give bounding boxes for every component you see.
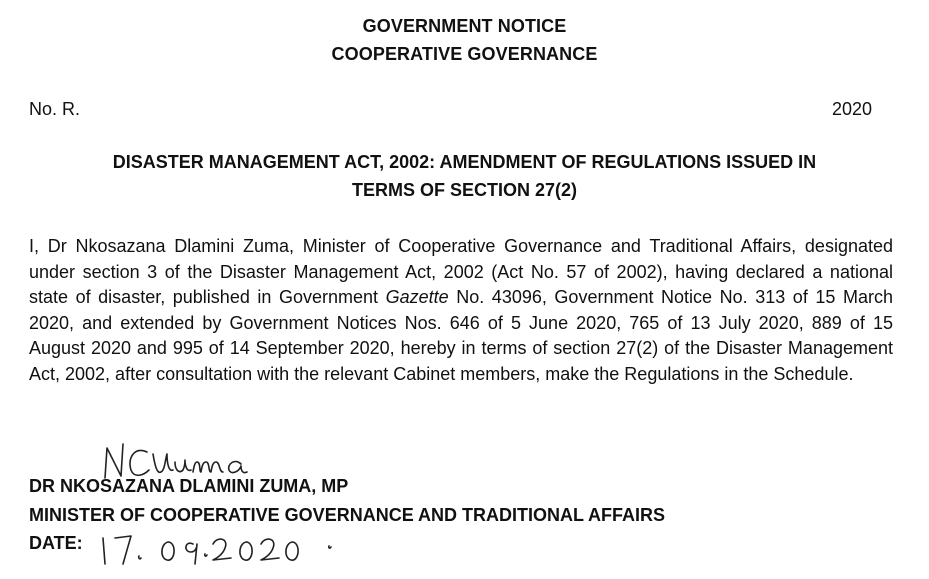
handwritten-date (93, 524, 353, 566)
notice-number-label: No. R. (29, 99, 81, 119)
act-title-line-1: DISASTER MANAGEMENT ACT, 2002: AMENDMENT OF REGULATIONS ISSUED IN (112, 152, 817, 172)
signatory-name: DR NKOSAZANA DLAMINI ZUMA, MP (29, 476, 349, 496)
body-text-part-2: No. 43096, Government Notice No. 313 of 15 March 2020, and extended by Government Notices Nos. 646 of 5 June 2020, 765 of 13 July 2020, 889 of 15 August 2020 and 995 of 14 September 2020, hereby in terms of section 27(2) of the Disaster Management Act, 2002, after consultation with the relevant Cabinet members, make the Regulations in the Schedule. (29, 287, 893, 384)
notice-heading: GOVERNMENT NOTICE (362, 16, 567, 36)
signatory-title: MINISTER OF COOPERATIVE GOVERNANCE AND TRADITIONAL AFFAIRS (29, 505, 666, 525)
body-text-part-1: I, Dr Nkosazana Dlamini Zuma, Minister of Cooperative Governance and Traditional Affairs, designated under section 3 of the Disaster Management Act, 2002 (Act No. 57 of 2002), having declared a national state of disaster, published in Government (29, 236, 893, 307)
notice-body-paragraph (29, 234, 893, 387)
date-label: DATE: (29, 533, 83, 553)
department-heading: COOPERATIVE GOVERNANCE (331, 44, 598, 64)
notice-year: 2020 (831, 99, 872, 119)
gazette-word: Gazette (385, 287, 449, 307)
act-title-line-2: TERMS OF SECTION 27(2) (351, 180, 578, 200)
